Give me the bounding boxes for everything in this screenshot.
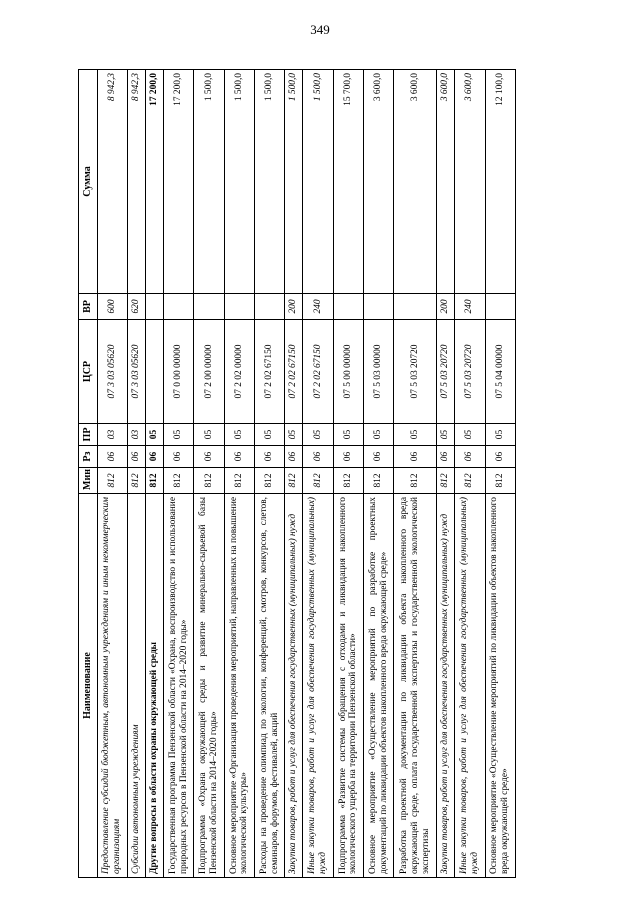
cell-name: Государственная программа Пензенской области «Охрана, воспроизводство и использование природных ресурсов в Пензенской области на 2014–2020 годы» xyxy=(163,494,193,878)
cell-min: 812 xyxy=(163,468,193,494)
cell-pr: 05 xyxy=(303,424,333,446)
cell-name: Основное мероприятие «Осуществление мероприятий по ликвидации объектов накопленного вреда окружающей среде» xyxy=(485,494,515,878)
cell-min: 812 xyxy=(285,468,303,494)
cell-pr: 05 xyxy=(485,424,515,446)
cell-pr: 05 xyxy=(163,424,193,446)
cell-vr xyxy=(224,294,254,320)
cell-sum: 8 942,3 xyxy=(127,70,145,294)
cell-pr: 05 xyxy=(437,424,455,446)
cell-vr xyxy=(145,294,163,320)
cell-sum: 8 942,3 xyxy=(97,70,127,294)
cell-sum: 1 500,0 xyxy=(285,70,303,294)
cell-csr: 07 0 00 00000 xyxy=(163,320,193,424)
cell-vr: 200 xyxy=(437,294,455,320)
table-row xyxy=(485,70,515,878)
table-row xyxy=(437,70,455,878)
cell-name: Закупка товаров, работ и услуг для обеспечения государственных (муниципальных) нужд xyxy=(437,494,455,878)
cell-vr: 200 xyxy=(285,294,303,320)
page-number: 349 xyxy=(310,22,330,37)
cell-csr: 07 5 03 20720 xyxy=(394,320,437,424)
header-pr: ПР xyxy=(79,424,98,446)
cell-rz: 06 xyxy=(145,446,163,468)
cell-vr xyxy=(194,294,224,320)
cell-csr: 07 2 02 67150 xyxy=(303,320,333,424)
cell-csr: 07 5 00 00000 xyxy=(333,320,363,424)
cell-rz: 06 xyxy=(127,446,145,468)
cell-sum: 12 100,0 xyxy=(485,70,515,294)
cell-sum: 3 600,0 xyxy=(364,70,394,294)
cell-sum: 15 700,0 xyxy=(333,70,363,294)
cell-rz: 06 xyxy=(163,446,193,468)
header-csr: ЦСР xyxy=(79,320,98,424)
cell-min: 812 xyxy=(97,468,127,494)
cell-min: 812 xyxy=(455,468,485,494)
cell-vr: 240 xyxy=(303,294,333,320)
table-row xyxy=(333,70,363,878)
cell-csr: 07 3 03 05620 xyxy=(127,320,145,424)
cell-min: 812 xyxy=(255,468,285,494)
cell-sum: 3 600,0 xyxy=(394,70,437,294)
cell-vr xyxy=(333,294,363,320)
table-row xyxy=(127,70,145,878)
cell-rz: 06 xyxy=(455,446,485,468)
table-row xyxy=(97,70,127,878)
table-row xyxy=(224,70,254,878)
cell-sum: 17 200,0 xyxy=(145,70,163,294)
cell-name: Разработка проектной документации по ликвидации объекта накопленного вреда окружающей среде, оплата государственной экспертизы и государственной экологической экспертизы xyxy=(394,494,437,878)
cell-rz: 06 xyxy=(194,446,224,468)
cell-csr: 07 5 04 00000 xyxy=(485,320,515,424)
table-row xyxy=(145,70,163,878)
cell-sum: 17 200,0 xyxy=(163,70,193,294)
cell-rz: 06 xyxy=(303,446,333,468)
cell-csr: 07 2 02 00000 xyxy=(224,320,254,424)
header-vr: ВР xyxy=(79,294,98,320)
cell-min: 812 xyxy=(485,468,515,494)
cell-min: 812 xyxy=(303,468,333,494)
cell-pr: 05 xyxy=(394,424,437,446)
cell-name: Подпрограмма «Охрана окружающей среды и развитие минерально-сырьевой базы Пензенской области на 2014–2020 годы» xyxy=(194,494,224,878)
cell-csr: 07 5 03 20720 xyxy=(437,320,455,424)
cell-sum: 1 500,0 xyxy=(224,70,254,294)
cell-min: 812 xyxy=(437,468,455,494)
cell-sum: 3 600,0 xyxy=(455,70,485,294)
cell-vr: 240 xyxy=(455,294,485,320)
cell-name: Подпрограмма «Развитие системы обращения с отходами и ликвидация накопленного экологического ущерба на территории Пензенской области» xyxy=(333,494,363,878)
cell-rz: 06 xyxy=(285,446,303,468)
cell-pr: 03 xyxy=(97,424,127,446)
header-sum: Сумма xyxy=(79,70,98,294)
cell-name: Закупка товаров, работ и услуг для обеспечения государственных (муниципальных) нужд xyxy=(285,494,303,878)
cell-pr: 05 xyxy=(364,424,394,446)
table-row xyxy=(163,70,193,878)
cell-min: 812 xyxy=(364,468,394,494)
cell-name: Субсидии автономным учреждениям xyxy=(127,494,145,878)
cell-name: Основное мероприятие «Осуществление мероприятий по разработке проектных документаций по ликвидации объектов накопленного вреда окружающей среде» xyxy=(364,494,394,878)
cell-csr: 07 2 02 67150 xyxy=(285,320,303,424)
table-row xyxy=(364,70,394,878)
cell-vr xyxy=(163,294,193,320)
cell-pr: 05 xyxy=(224,424,254,446)
cell-rz: 06 xyxy=(224,446,254,468)
cell-csr: 07 5 03 00000 xyxy=(364,320,394,424)
cell-min: 812 xyxy=(145,468,163,494)
cell-pr: 05 xyxy=(333,424,363,446)
cell-vr xyxy=(394,294,437,320)
cell-min: 812 xyxy=(194,468,224,494)
cell-name: Расходы на проведение олимпиад по экологии, конференций, смотров, конкурсов, слетов, семинаров, форумов, фестивалей, акций xyxy=(255,494,285,878)
cell-csr: 07 2 02 67150 xyxy=(255,320,285,424)
cell-min: 812 xyxy=(333,468,363,494)
cell-min: 812 xyxy=(394,468,437,494)
table-body xyxy=(97,70,516,878)
cell-rz: 06 xyxy=(394,446,437,468)
table-row xyxy=(455,70,485,878)
table-row xyxy=(303,70,333,878)
table-row xyxy=(255,70,285,878)
cell-sum: 3 600,0 xyxy=(437,70,455,294)
cell-sum: 1 500,0 xyxy=(303,70,333,294)
cell-rz: 06 xyxy=(437,446,455,468)
cell-vr: 600 xyxy=(97,294,127,320)
cell-min: 812 xyxy=(224,468,254,494)
cell-rz: 06 xyxy=(255,446,285,468)
table-wrapper xyxy=(78,70,516,878)
cell-name: Основное мероприятие «Организация проведения мероприятий, направленных на повышение экологической культуры» xyxy=(224,494,254,878)
cell-vr xyxy=(255,294,285,320)
cell-pr: 05 xyxy=(455,424,485,446)
cell-sum: 1 500,0 xyxy=(255,70,285,294)
cell-min: 812 xyxy=(127,468,145,494)
cell-rz: 06 xyxy=(333,446,363,468)
table-row xyxy=(285,70,303,878)
cell-csr xyxy=(145,320,163,424)
cell-vr xyxy=(364,294,394,320)
cell-pr: 05 xyxy=(145,424,163,446)
cell-pr: 05 xyxy=(285,424,303,446)
cell-pr: 03 xyxy=(127,424,145,446)
budget-table xyxy=(78,69,516,878)
table-header-row xyxy=(79,70,98,878)
cell-pr: 05 xyxy=(255,424,285,446)
cell-rz: 06 xyxy=(485,446,515,468)
cell-sum: 1 500,0 xyxy=(194,70,224,294)
cell-name: Иные закупки товаров, работ и услуг для обеспечения государственных (муниципальных) нужд xyxy=(455,494,485,878)
table-row xyxy=(194,70,224,878)
header-name: Наименование xyxy=(79,494,98,878)
cell-csr: 07 5 03 20720 xyxy=(455,320,485,424)
cell-rz: 06 xyxy=(364,446,394,468)
table-row xyxy=(394,70,437,878)
cell-vr: 620 xyxy=(127,294,145,320)
cell-name: Предоставление субсидий бюджетным, автономным учреждениям и иным некоммерческим организациям xyxy=(97,494,127,878)
header-min: Мин xyxy=(79,468,98,494)
cell-vr xyxy=(485,294,515,320)
cell-name: Иные закупки товаров, работ и услуг для обеспечения государственных (муниципальных) нужд xyxy=(303,494,333,878)
cell-rz: 06 xyxy=(97,446,127,468)
cell-pr: 05 xyxy=(194,424,224,446)
cell-name: Другие вопросы в области охраны окружающей среды xyxy=(145,494,163,878)
rotated-table-area xyxy=(78,70,516,878)
header-rz: Рз xyxy=(79,446,98,468)
cell-csr: 07 2 00 00000 xyxy=(194,320,224,424)
cell-csr: 07 3 03 05620 xyxy=(97,320,127,424)
